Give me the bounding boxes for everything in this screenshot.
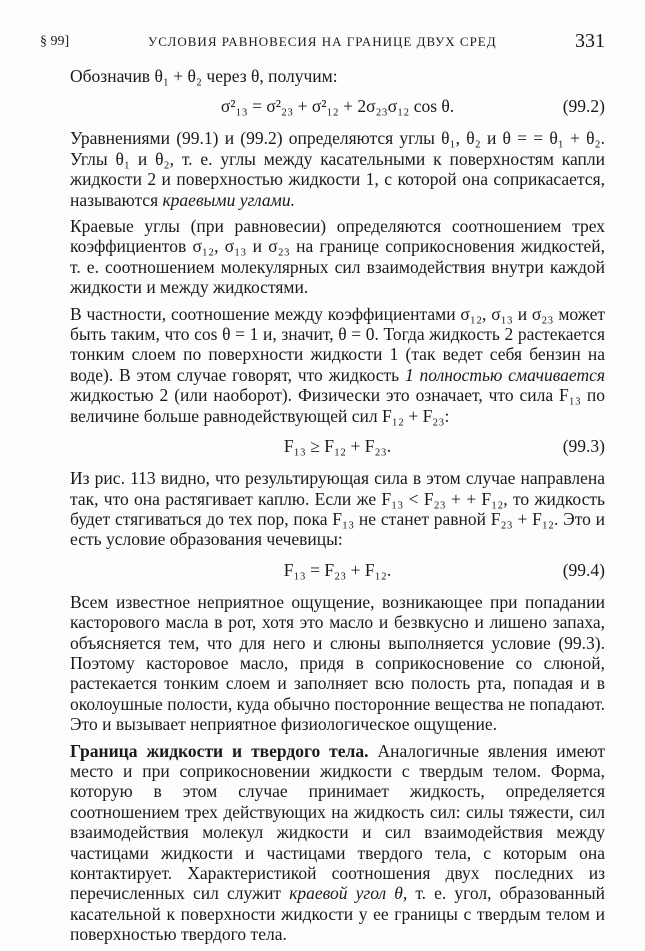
term-contact-angles: краевыми углами. bbox=[162, 189, 295, 210]
paragraph-text: жидкостью 2 (или наоборот). Физически это означает, что сила F₁₃ по величине больше равнодействующей сил F₁₂ + F₂₃: bbox=[70, 385, 605, 426]
paragraph-lens-condition: Из рис. 113 видно, что результирующая сила в этом случае направлена так, что она растягивает каплю. Если же F₁₃ < F₂₃ + + F₁₂, то жидкость будет стягиваться до тех пор, пока F₁₃ не станет равной F₂₃ + F₁₂. Это и есть условие образования чечевицы: bbox=[70, 468, 605, 550]
section-marker: § 99] bbox=[40, 34, 70, 49]
equation-99-3 bbox=[70, 432, 605, 462]
paragraph-text: В частности, соотношение между коэффициентами σ₁₂, σ₁₃ и σ₂₃ может быть таким, что cos θ = 1 и, значит, θ = 0. Тогда жидкость 2 растекается тонким слоем по поверхности жидкости 1 (так ведет себя бензин на воде). В этом случае говорят, что жидкость bbox=[70, 303, 605, 385]
paragraph-castor-oil: Всем известное неприятное ощущение, возникающее при попадании касторового масла в рот, хотя это масло и безвкусно и лишено запаха, объясняется тем, что для него и слюны выполняется условие (99.3). Поэтому касторовое масло, придя в соприкосновение со слюной, растекается тонким слоем и заполняет всю полость рта, попадая и в околоушные полости, куда обычно посторонние вещества не попадают. Это и вызывает неприятное физиологическое ощущение. bbox=[70, 591, 605, 735]
equation-number: (99.4) bbox=[562, 559, 605, 580]
term-full-wetting: 1 полностью смачивается bbox=[404, 364, 606, 385]
equation-99-4 bbox=[70, 556, 605, 586]
equation-99-2 bbox=[70, 92, 605, 122]
intro-line: Обозначив θ₁ + θ₂ через θ, получим: bbox=[70, 66, 338, 86]
equation-number: (99.3) bbox=[562, 436, 605, 457]
paragraph-liquid-solid bbox=[70, 741, 605, 945]
running-title: УСЛОВИЯ РАВНОВЕСИЯ НА ГРАНИЦЕ ДВУХ СРЕД bbox=[148, 34, 497, 49]
running-header bbox=[40, 30, 605, 54]
equation-formula: σ²₁₃ = σ²₂₃ + σ²₁₂ + 2σ₂₃σ₁₂ cos θ. bbox=[220, 96, 455, 117]
page-number: 331 bbox=[575, 30, 605, 52]
equation-number: (99.2) bbox=[562, 96, 605, 117]
paragraph-coefficients: Краевые углы (при равновесии) определяются соотношением трех коэффициентов σ₁₂, σ₁₃ и σ₂₃ на границе соприкосновения жидкостей, т. е. соотношением молекулярных сил взаимодействия внутри каждой жидкости и между жидкостями. bbox=[70, 216, 605, 298]
paragraph-text: Аналогичные явления имеют место и при соприкосновении жидкости с твердым телом. Форма, которую в этом случае принимает жидкость, определяется соотношением трех действующих на жидкость сил: силы тяжести, сил взаимодействия молекул жидкости и сил взаимодействия между частицами жидкости и частицами твердого тела, с которым она контактирует. Характеристикой соотношения двух последних из перечисленных сил служит bbox=[70, 740, 606, 904]
paragraph-text: т. е. угол, образованный касательной к поверхности жидкости у ее границы с твердым телом и поверхностью твердого тела. bbox=[70, 883, 605, 945]
paragraph-contact-angles bbox=[70, 128, 605, 210]
body-text bbox=[70, 66, 605, 951]
equation-formula: F₁₃ ≥ F₁₂ + F₂₃. bbox=[283, 436, 392, 457]
subsection-heading: Граница жидкости и твердого тела. bbox=[70, 740, 369, 761]
paragraph-wetting bbox=[70, 304, 605, 426]
paragraph-text: Уравнениями (99.1) и (99.2) определяются углы θ₁, θ₂ и θ = = θ₁ + θ₂. Углы θ₁ и θ₂, т. е. углы между касательными к поверхностям капли жидкости 2 и поверхностью жидкости 1, с которой она соприкасается, называются bbox=[70, 128, 605, 210]
term-contact-angle: краевой угол θ, bbox=[289, 883, 408, 904]
equation-formula: F₁₃ = F₂₃ + F₁₂. bbox=[283, 559, 392, 580]
